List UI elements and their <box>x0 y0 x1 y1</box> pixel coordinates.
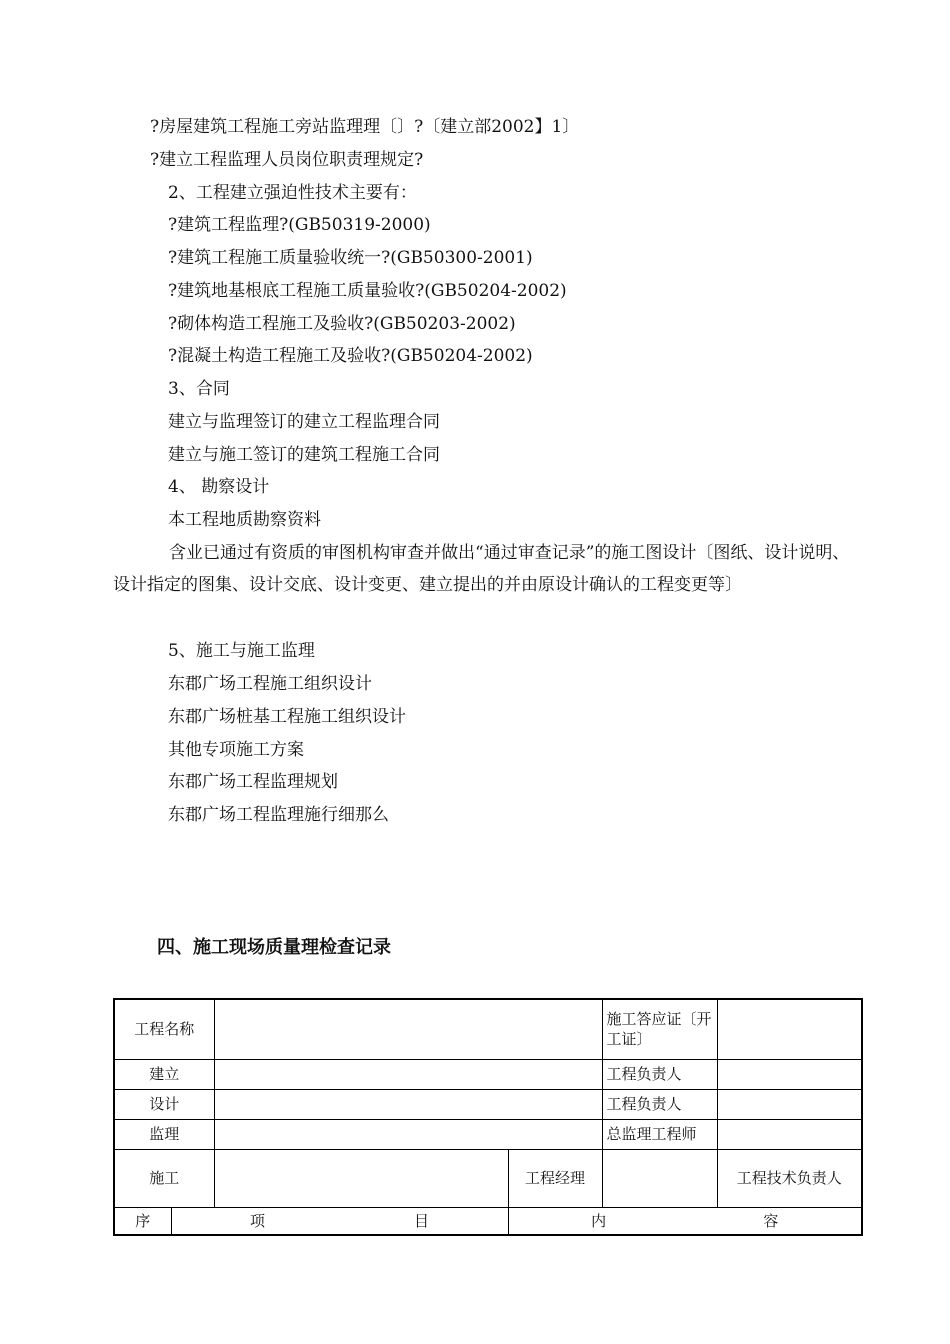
line-11: 建立与施工签订的建筑工程施工合同 <box>168 445 440 465</box>
line-17: 其他专项施工方案 <box>168 740 304 760</box>
field-supervision[interactable] <box>214 1119 602 1149</box>
label-project-manager: 工程经理 <box>508 1149 602 1207</box>
field-chief-supervisor[interactable] <box>717 1119 862 1149</box>
line-1: ?房屋建筑工程施工旁站监理理〔〕?〔建立部2002】1〕 <box>150 117 580 137</box>
field-permit[interactable] <box>717 999 862 1059</box>
header-seq: 序 <box>114 1207 171 1235</box>
label-build: 建立 <box>114 1059 214 1089</box>
line-4: ?建筑工程监理?(GB50319-2000) <box>168 215 431 235</box>
label-supervision: 监理 <box>114 1119 214 1149</box>
line-7: ?砌体构造工程施工及验收?(GB50203-2002) <box>168 314 516 334</box>
line-14: 5、施工与施工监理 <box>168 641 315 661</box>
field-project-manager[interactable] <box>602 1149 717 1207</box>
label-build-lead: 工程负责人 <box>602 1059 717 1089</box>
header-item-char-1: 项 <box>249 1211 265 1230</box>
label-project-name: 工程名称 <box>114 999 214 1059</box>
header-content-char-1: 内 <box>591 1211 607 1230</box>
label-construction: 施工 <box>114 1149 214 1207</box>
line-16: 东郡广场桩基工程施工组织设计 <box>168 707 406 727</box>
line-6: ?建筑地基根底工程施工质量验收?(GB50204-2002) <box>168 281 567 301</box>
line-15: 东郡广场工程施工组织设计 <box>168 674 372 694</box>
design-paragraph: 含业已通过有资质的审图机构审查并做出“通过审查记录”的施工图设计〔图纸、设计说明、设计指定的图集、设计交底、设计变更、建立提出的并由原设计确认的工程变更等〕 <box>113 543 850 595</box>
line-2: ?建立工程监理人员岗位职责理规定? <box>150 150 424 170</box>
line-5: ?建筑工程施工质量验收统一?(GB50300-2001) <box>168 248 533 268</box>
field-design[interactable] <box>214 1089 602 1119</box>
header-content-char-2: 容 <box>763 1211 779 1230</box>
inspection-table <box>113 998 863 1236</box>
label-permit: 施工答应证〔开工证〕 <box>602 999 717 1059</box>
line-19: 东郡广场工程监理施行细那么 <box>168 805 389 825</box>
line-8: ?混凝土构造工程施工及验收?(GB50204-2002) <box>168 346 533 366</box>
line-18: 东郡广场工程监理规划 <box>168 772 338 792</box>
label-design-lead: 工程负责人 <box>602 1089 717 1119</box>
line-10: 建立与监理签订的建立工程监理合同 <box>168 412 440 432</box>
line-3: 2、工程建立强迫性技术主要有： <box>168 183 417 203</box>
field-build-lead[interactable] <box>717 1059 862 1089</box>
field-design-lead[interactable] <box>717 1089 862 1119</box>
line-9: 3、合同 <box>168 379 230 399</box>
section-title: 四、施工现场质量理检查记录 <box>157 937 391 958</box>
header-content <box>508 1207 862 1235</box>
label-chief-supervisor: 总监理工程师 <box>602 1119 717 1149</box>
header-item <box>171 1207 508 1235</box>
field-construction[interactable] <box>214 1149 508 1207</box>
field-build[interactable] <box>214 1059 602 1089</box>
header-item-char-2: 目 <box>413 1211 429 1230</box>
label-tech-lead: 工程技术负责人 <box>717 1149 862 1207</box>
field-project-name[interactable] <box>214 999 602 1059</box>
label-design: 设计 <box>114 1089 214 1119</box>
line-12: 4、 勘察设计 <box>168 477 270 497</box>
line-13: 本工程地质勘察资料 <box>168 510 321 530</box>
